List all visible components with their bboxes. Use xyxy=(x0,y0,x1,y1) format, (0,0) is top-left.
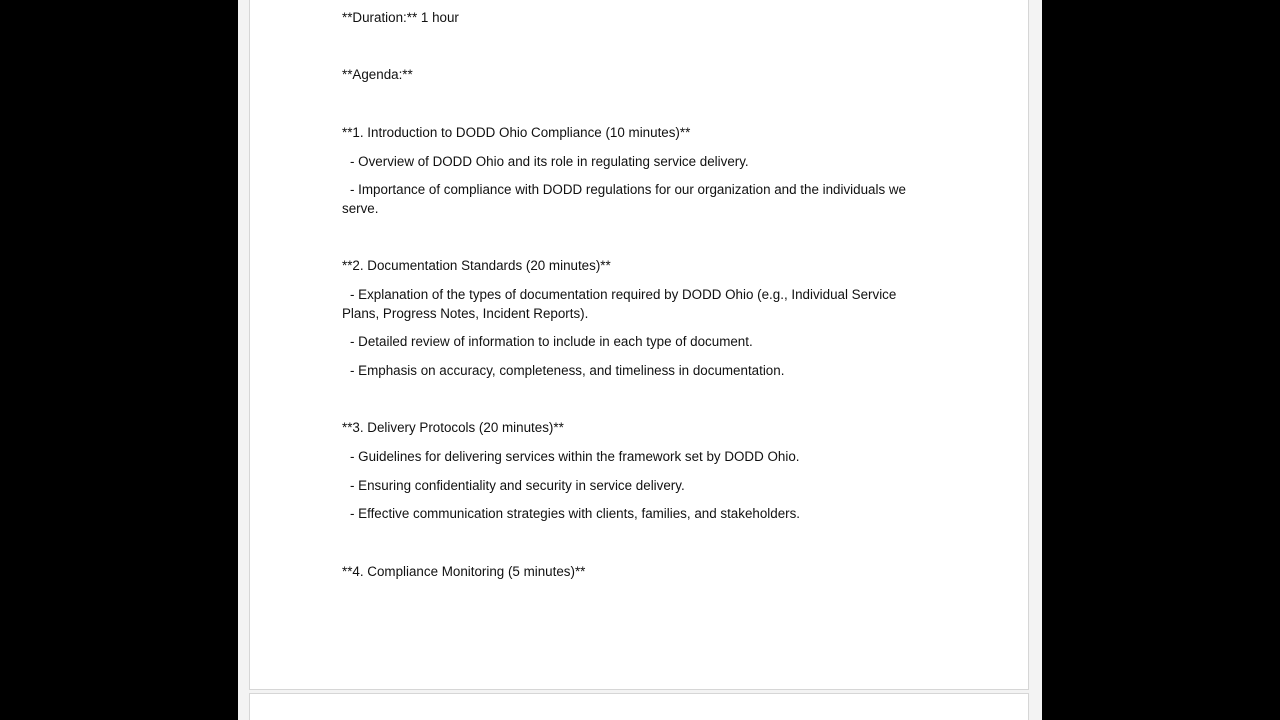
document-viewer[interactable] xyxy=(238,0,1042,720)
document-page xyxy=(249,0,1029,690)
bullet-item: - Effective communication strategies with clients, families, and stakeholders. xyxy=(350,506,801,521)
bullet-item: - Ensuring confidentiality and security in service delivery. xyxy=(350,478,685,493)
bullet-item: - Guidelines for delivering services within the framework set by DODD Ohio. xyxy=(350,449,800,464)
section-heading: **1. Introduction to DODD Ohio Compliance (10 minutes)** xyxy=(342,125,691,140)
bullet-item: - Emphasis on accuracy, completeness, and timeliness in documentation. xyxy=(350,363,785,378)
bullet-item: - Importance of compliance with DODD regulations for our organization and the individuals we serve. xyxy=(342,182,906,216)
next-document-page xyxy=(249,693,1029,720)
bullet-item: - Detailed review of information to include in each type of document. xyxy=(350,334,753,349)
bullet-item: - Overview of DODD Ohio and its role in regulating service delivery. xyxy=(350,154,749,169)
section-heading: **2. Documentation Standards (20 minutes)** xyxy=(342,258,611,273)
bullet-item: - Explanation of the types of documentation required by DODD Ohio (e.g., Individual Service Plans, Progress Notes, Incident Reports). xyxy=(342,287,897,321)
agenda-heading: **Agenda:** xyxy=(342,67,413,82)
section-heading: **4. Compliance Monitoring (5 minutes)** xyxy=(342,564,586,579)
section-heading: **3. Delivery Protocols (20 minutes)** xyxy=(342,420,564,435)
duration-line: **Duration:** 1 hour xyxy=(342,10,459,25)
